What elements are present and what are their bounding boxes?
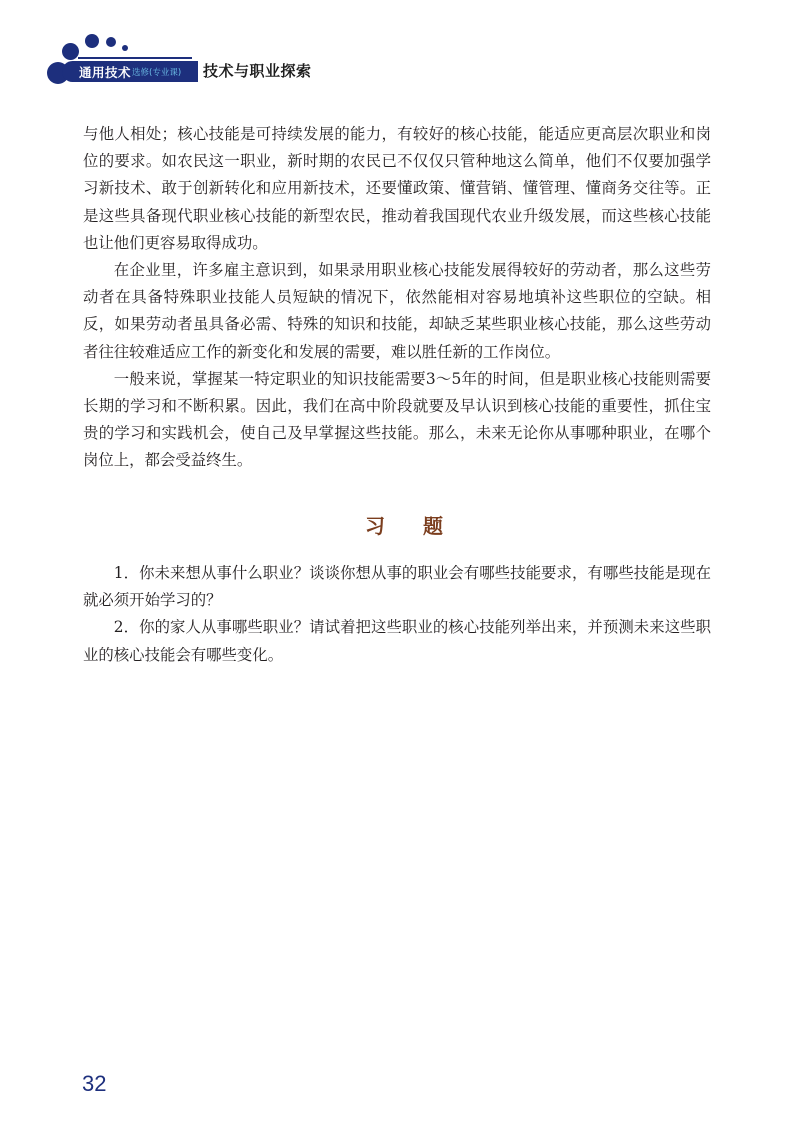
header-rule (78, 57, 192, 59)
exercises-heading: 习题 (365, 514, 481, 538)
decorative-dot-medium (62, 43, 79, 60)
paragraph-2: 在企业里，许多雇主意识到，如果录用职业核心技能发展得较好的劳动者，那么这些劳动者在具备特殊职业技能人员短缺的情况下，依然能相对容易地填补这些职位的空缺。相反，如果劳动者虽具备必需、特殊的知识和技能，却缺乏某些职业核心技能，那么这些劳动者往往较难适应工作的新变化和发展的需要，难以胜任新的工作岗位。 (83, 261, 711, 361)
decorative-dot-small (106, 37, 116, 47)
page-number: 32 (82, 1071, 107, 1096)
book-title: 技术与职业探索 (203, 62, 312, 80)
paragraph-3: 一般来说，掌握某一特定职业的知识技能需要3～5年的时间，但是职业核心技能则需要长期的学习和不断积累。因此，我们在高中阶段就要及早认识到核心技能的重要性，抓住宝贵的学习和实践机会，使自己及早掌握这些技能。那么，未来无论你从事哪种职业，在哪个岗位上，都会受益终生。 (83, 369, 711, 470)
decorative-dot-medium-2 (85, 34, 99, 48)
series-tab (62, 61, 198, 82)
exercise-list (83, 560, 711, 669)
page-header (0, 0, 808, 100)
decorative-dot-tiny (122, 45, 128, 51)
body-text (83, 121, 711, 475)
series-sub-label: 选修(专业课) (132, 68, 182, 78)
exercise-item-2: 2．你的家人从事哪些职业？请试着把这些职业的核心技能列举出来，并预测未来这些职业的核心技能会有哪些变化。 (83, 618, 711, 664)
series-label: 通用技术 (79, 65, 132, 80)
exercise-item-1: 1．你未来想从事什么职业？谈谈你想从事的职业会有哪些技能要求，有哪些技能是现在就必须开始学习的？ (83, 564, 711, 610)
paragraph-1: 与他人相处；核心技能是可持续发展的能力，有较好的核心技能，能适应更高层次职业和岗位的要求。如农民这一职业，新时期的农民已不仅仅只管种地这么简单，他们不仅要加强学习新技术、敢于创新转化和应用新技术，还要懂政策、懂营销、懂管理、懂商务交往等。正是这些具备现代职业核心技能的新型农民，推动着我国现代农业升级发展，而这些核心技能也让他们更容易取得成功。 (83, 125, 711, 252)
